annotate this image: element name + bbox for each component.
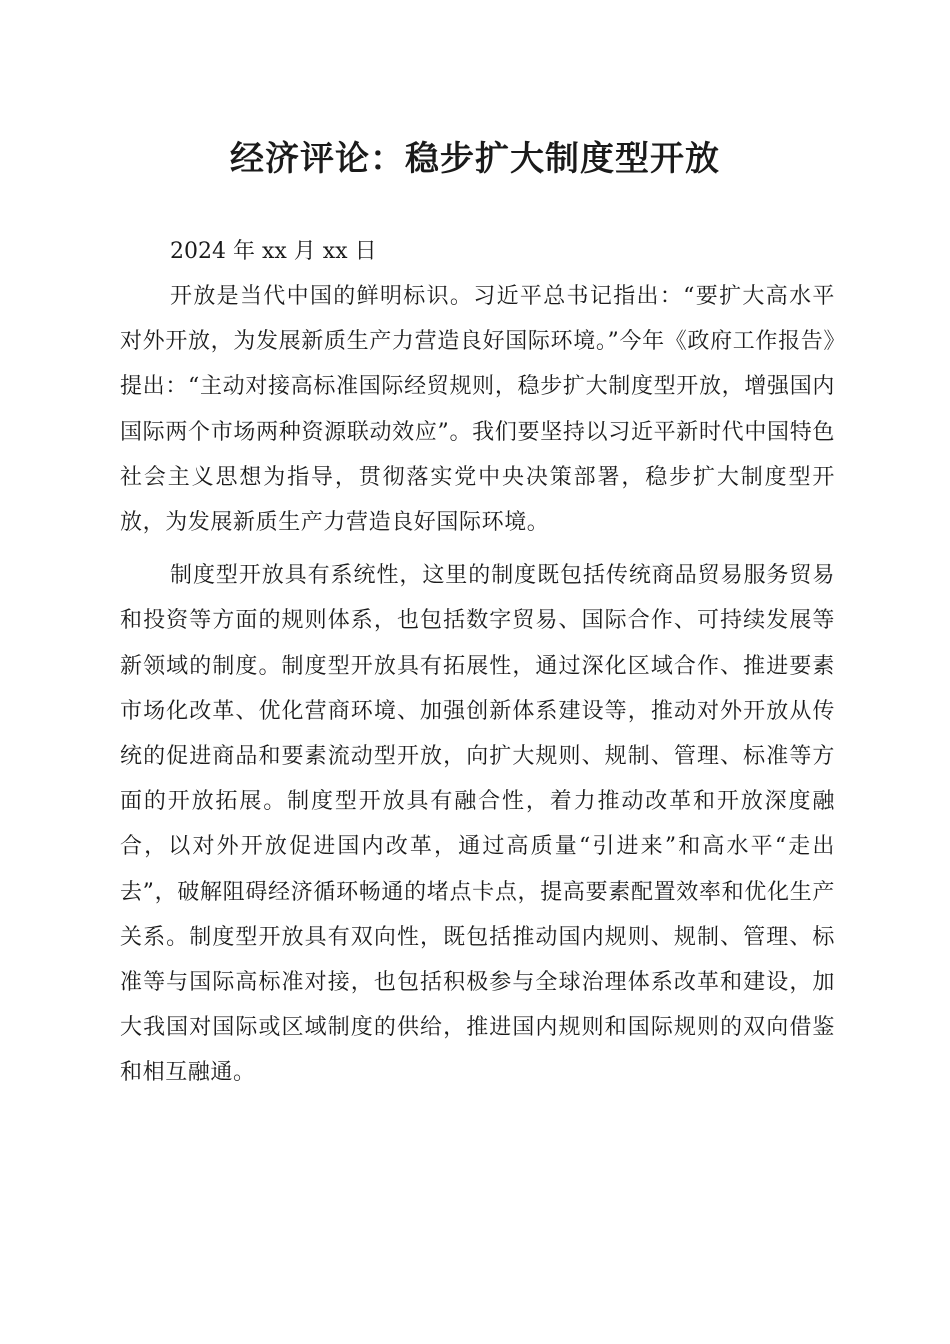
document-date: 2024 年 xx 月 xx 日 bbox=[170, 239, 377, 264]
document-title: 经济评论：稳步扩大制度型开放 bbox=[230, 139, 720, 179]
document-body bbox=[120, 230, 835, 1096]
paragraph-2: 制度型开放具有系统性，这里的制度既包括传统商品贸易服务贸易和投资等方面的规则体系，也包括数字贸易、国际合作、可持续发展等新领域的制度。制度型开放具有拓展性，通过深化区域合作、推进要素市场化改革、优化营商环境、加强创新体系建设等，推动对外开放从传统的促进商品和要素流动型开放，向扩大规则、规制、管理、标准等方面的开放拓展。制度型开放具有融合性，着力推动改革和开放深度融合，以对外开放促进国内改革，通过高质量“引进来”和高水平“走出去”，破解阻碍经济循环畅通的堵点卡点，提高要素配置效率和优化生产关系。制度型开放具有双向性，既包括推动国内规则、规制、管理、标准等与国际高标准对接，也包括积极参与全球治理体系改革和建设，加大我国对国际或区域制度的供给，推进国内规则和国际规则的双向借鉴和相互融通。 bbox=[120, 563, 835, 1086]
paragraph-1: 开放是当代中国的鲜明标识。习近平总书记指出：“要扩大高水平对外开放，为发展新质生产力营造良好国际环境。”今年《政府工作报告》提出：“主动对接高标准国际经贸规则，稳步扩大制度型开放，增强国内国际两个市场两种资源联动效应”。我们要坚持以习近平新时代中国特色社会主义思想为指导，贯彻落实党中央决策部署，稳步扩大制度型开放，为发展新质生产力营造良好国际环境。 bbox=[120, 284, 835, 536]
